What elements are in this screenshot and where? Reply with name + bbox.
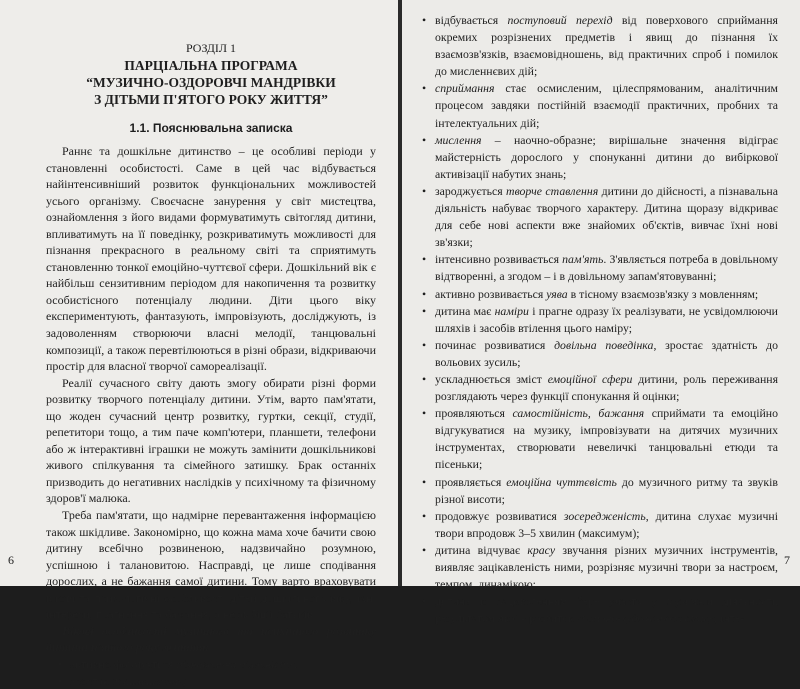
bullet-icon: • xyxy=(422,12,426,29)
section-label: РОЗДІЛ 1 xyxy=(46,40,376,57)
left-page xyxy=(0,0,398,586)
bullet-icon: • xyxy=(422,286,426,303)
list-item: • проявляються самостійність, бажання сприймати та емоційно відгукуватися на музику, імпровізувати на дитячих музичних інструментах, створювати невеличкі танцювальні етюди та пісеньки; xyxy=(422,405,778,473)
list-item: • продовжує розвиватися зосередженість, дитина слухає музичні твори впродовж 3–5 хвилин (максимум); xyxy=(422,508,778,542)
bullet-icon: • xyxy=(422,132,426,149)
bullet-icon: • xyxy=(422,183,426,200)
program-title-line-1: ПАРЦІАЛЬНА ПРОГРАМА xyxy=(46,57,376,74)
bullet-icon: • xyxy=(422,251,426,268)
list-item: • ускладнюється зміст емоційної сфери дитини, роль переживання розглядають через функції спонукання й оцінки; xyxy=(422,371,778,405)
bullet-icon: • xyxy=(422,80,426,97)
list-item: • активно формується пізнавальна діяльність; xyxy=(58,656,376,673)
bullet-icon: • xyxy=(422,303,426,320)
subheading: 1.1. Пояснювальна записка xyxy=(46,121,376,135)
paragraph: Раннє та дошкільне дитинство – це особливі періоди у становленні особистості. Саме в цей час відбувається найінтенсивніший розвиток функціональних можливостей усього організму. Своєчасне занурення у світ мистецтва, ознайомлення з його видами формуватимуть світогляд дитини, впливатимуть на її поведінку, розкриватимуть можливості для пізнання прекрасного в реальному світі та сприятимуть становленню тонкої емоційно-чуттєвої сфери. Дошкільний вік є найбільш сензитивним періодом для накопичення та розвитку особистісного потенціалу людини. Діти цього віку експериментують, фантазують, імпровізують, досліджують, із задоволенням створюючи власні мелодії, танцювальні композиції, а також перевтілюються в різні образи, відкриваючи простір для власної творчої самореалізації. xyxy=(46,143,376,375)
list-item: • зростає допитливість; xyxy=(58,673,376,689)
program-title-line-2: “МУЗИЧНО-ОЗДОРОВЧІ МАНДРІВКИ xyxy=(46,74,376,91)
bullet-list xyxy=(422,12,778,627)
list-item: • дитина із задоволенням бере участь у музичній діяльності, результатом якої є розвиток музично-художнього смаку, інте- xyxy=(422,593,778,627)
bullet-icon: • xyxy=(422,405,426,422)
program-title-line-3: З ДІТЬМИ П'ЯТОГО РОКУ ЖИТТЯ” xyxy=(46,91,376,108)
bullet-icon: • xyxy=(422,508,426,525)
paragraph: Треба пам'ятати, що надмірне перевантаження інформацією також шкідливе. Закономірно, що кожна мама хоче бачити свою дитину всебічно розвиненою, надзвичайно розумною, успішною і талановитою. Насправді, це лише сподівання дорослих, а не бажання самої дитини. Тому варто враховувати вікові та психологічні особливості дітей дошкільного віку, їхні інтереси, прагнення та бажання, а не амбіції батьків. xyxy=(46,507,376,623)
list-item: • відбувається поступовий перехід від поверхового сприймання окремих розрізнених предметів і явищ до пізнання їх взаємозв'язків, взаємовідношень, від практичних спроб і помилок до мисленнєвих дій; xyxy=(422,12,778,80)
bullet-icon: • xyxy=(422,474,426,491)
list-item: • активно розвивається уява в тісному взаємозв'язку з мовленням; xyxy=(422,286,778,303)
page-number: 7 xyxy=(784,553,790,568)
bullet-icon: • xyxy=(422,337,426,354)
italic-heading: Вікові особливості музичного та психічного розвитку дитини п'ятого року життя: xyxy=(46,623,376,656)
list-item: • мислення – наочно-образне; вирішальне значення відіграє майстерність дорослого у спонуканні дитини до вибіркової активізації набутих знань; xyxy=(422,132,778,183)
list-item: • інтенсивно розвивається пам'ять. З'являється потреба в довільному відтворенні, а згодом – і в довільному запам'ятовуванні; xyxy=(422,251,778,285)
paragraph: Реалії сучасного світу дають змогу обирати різні форми розвитку творчого потенціалу дитини. Утім, варто пам'ятати, що жоден сучасний центр розвитку, гуртки, секції, студії, репетитори тощо, а тим паче комп'ютери, планшети, телефони або ж інтерактивні іграшки не можуть замінити дошкільникові живого спілкування та сімейного затишку. Брак останніх призводить до негативних наслідків у психічному та фізичному здоров'ї малюка. xyxy=(46,375,376,507)
list-item: • зароджується творче ставлення дитини до дійсності, а пізнавальна діяльність набуває творчого характеру. Дитина щоразу відкриває для себе нові аспекти вже знайомих об'єктів, вивчає їхні нові зв'язки; xyxy=(422,183,778,251)
list-item: • дитина відчуває красу звучання різних музичних інструментів, виявляє зацікавленість ними, розрізняє музичні твори за настроєм, темпом, динамікою; xyxy=(422,542,778,593)
list-item: • починає розвиватися довільна поведінка, зростає здатність до вольових зусиль; xyxy=(422,337,778,371)
page-number: 6 xyxy=(8,553,14,568)
bullet-icon: • xyxy=(422,542,426,559)
bullet-icon: • xyxy=(422,593,426,610)
list-item: • проявляється емоційна чуттєвість до музичного ритму та звуків різної висоти; xyxy=(422,474,778,508)
bullet-icon: • xyxy=(422,371,426,388)
right-page xyxy=(402,0,800,586)
list-item: • дитина має наміри і прагне одразу їх реалізувати, не усвідомлюючи шляхів і засобів втілення цього наміру; xyxy=(422,303,778,337)
list-item: • сприймання стає осмисленим, цілеспрямованим, аналітичним процесом завдяки постійній взаємодії практичних, пробних та інтелектуальних дій; xyxy=(422,80,778,131)
